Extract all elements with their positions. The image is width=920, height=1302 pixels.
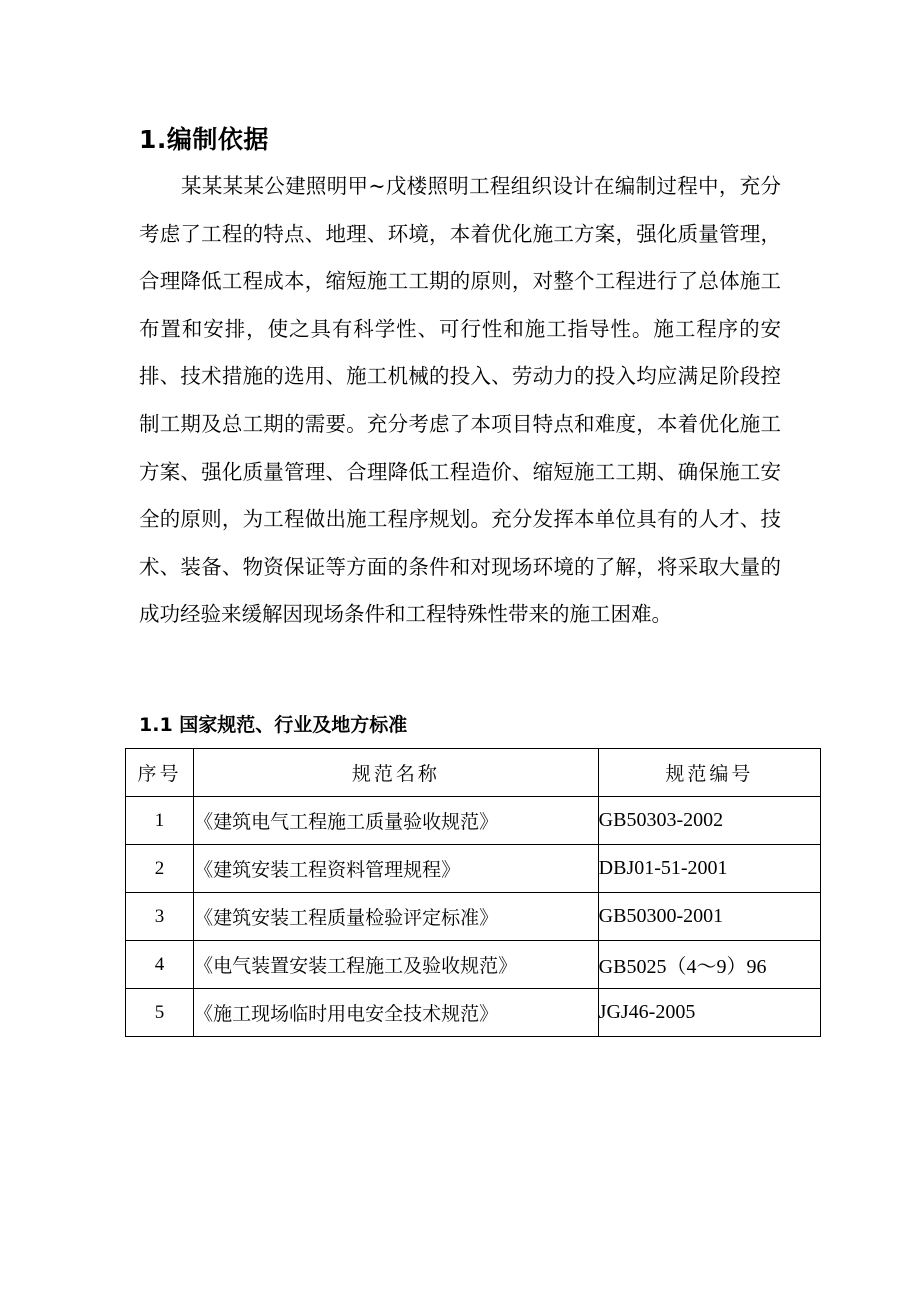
row-no: 4: [126, 941, 194, 989]
table-row: [126, 989, 821, 1037]
header-no: 序号: [126, 749, 194, 797]
row-no: 2: [126, 845, 194, 893]
table-header-row: [126, 749, 821, 797]
row-code: DBJ01-51-2001: [598, 845, 820, 893]
row-code: JGJ46-2005: [598, 989, 820, 1037]
table-row: [126, 893, 821, 941]
row-name: 《建筑安装工程质量检验评定标准》: [194, 893, 599, 941]
header-code: 规范编号: [598, 749, 820, 797]
row-code: GB50303-2002: [598, 797, 820, 845]
header-name: 规范名称: [194, 749, 599, 797]
table-row: [126, 797, 821, 845]
row-no: 5: [126, 989, 194, 1037]
section-heading: 1.编制依据: [139, 125, 269, 154]
subsection-heading: 1.1 国家规范、行业及地方标准: [139, 714, 408, 736]
row-no: 1: [126, 797, 194, 845]
body-paragraph: 某某某某公建照明甲~戊楼照明工程组织设计在编制过程中，充分考虑了工程的特点、地理、环境，本着优化施工方案，强化质量管理，合理降低工程成本，缩短施工工期的原则，对整个工程进行了总体施工布置和安排，使之具有科学性、可行性和施工指导性。施工程序的安排、技术措施的选用、施工机械的投入、劳动力的投入均应满足阶段控制工期及总工期的需要。充分考虑了本项目特点和难度，本着优化施工方案、强化质量管理、合理降低工程造价、缩短施工工期、确保施工安全的原则，为工程做出施工程序规划。充分发挥本单位具有的人才、技术、装备、物资保证等方面的条件和对现场环境的了解，将采取大量的成功经验来缓解因现场条件和工程特殊性带来的施工困难。: [139, 174, 781, 627]
row-name: 《建筑电气工程施工质量验收规范》: [194, 797, 599, 845]
row-code: GB50300-2001: [598, 893, 820, 941]
standards-table: [125, 748, 821, 1037]
table-row: [126, 941, 821, 989]
row-name: 《电气装置安装工程施工及验收规范》: [194, 941, 599, 989]
row-name: 《建筑安装工程资料管理规程》: [194, 845, 599, 893]
row-code: GB5025（4～9）96: [598, 941, 820, 989]
row-no: 3: [126, 893, 194, 941]
row-name: 《施工现场临时用电安全技术规范》: [194, 989, 599, 1037]
table-row: [126, 845, 821, 893]
